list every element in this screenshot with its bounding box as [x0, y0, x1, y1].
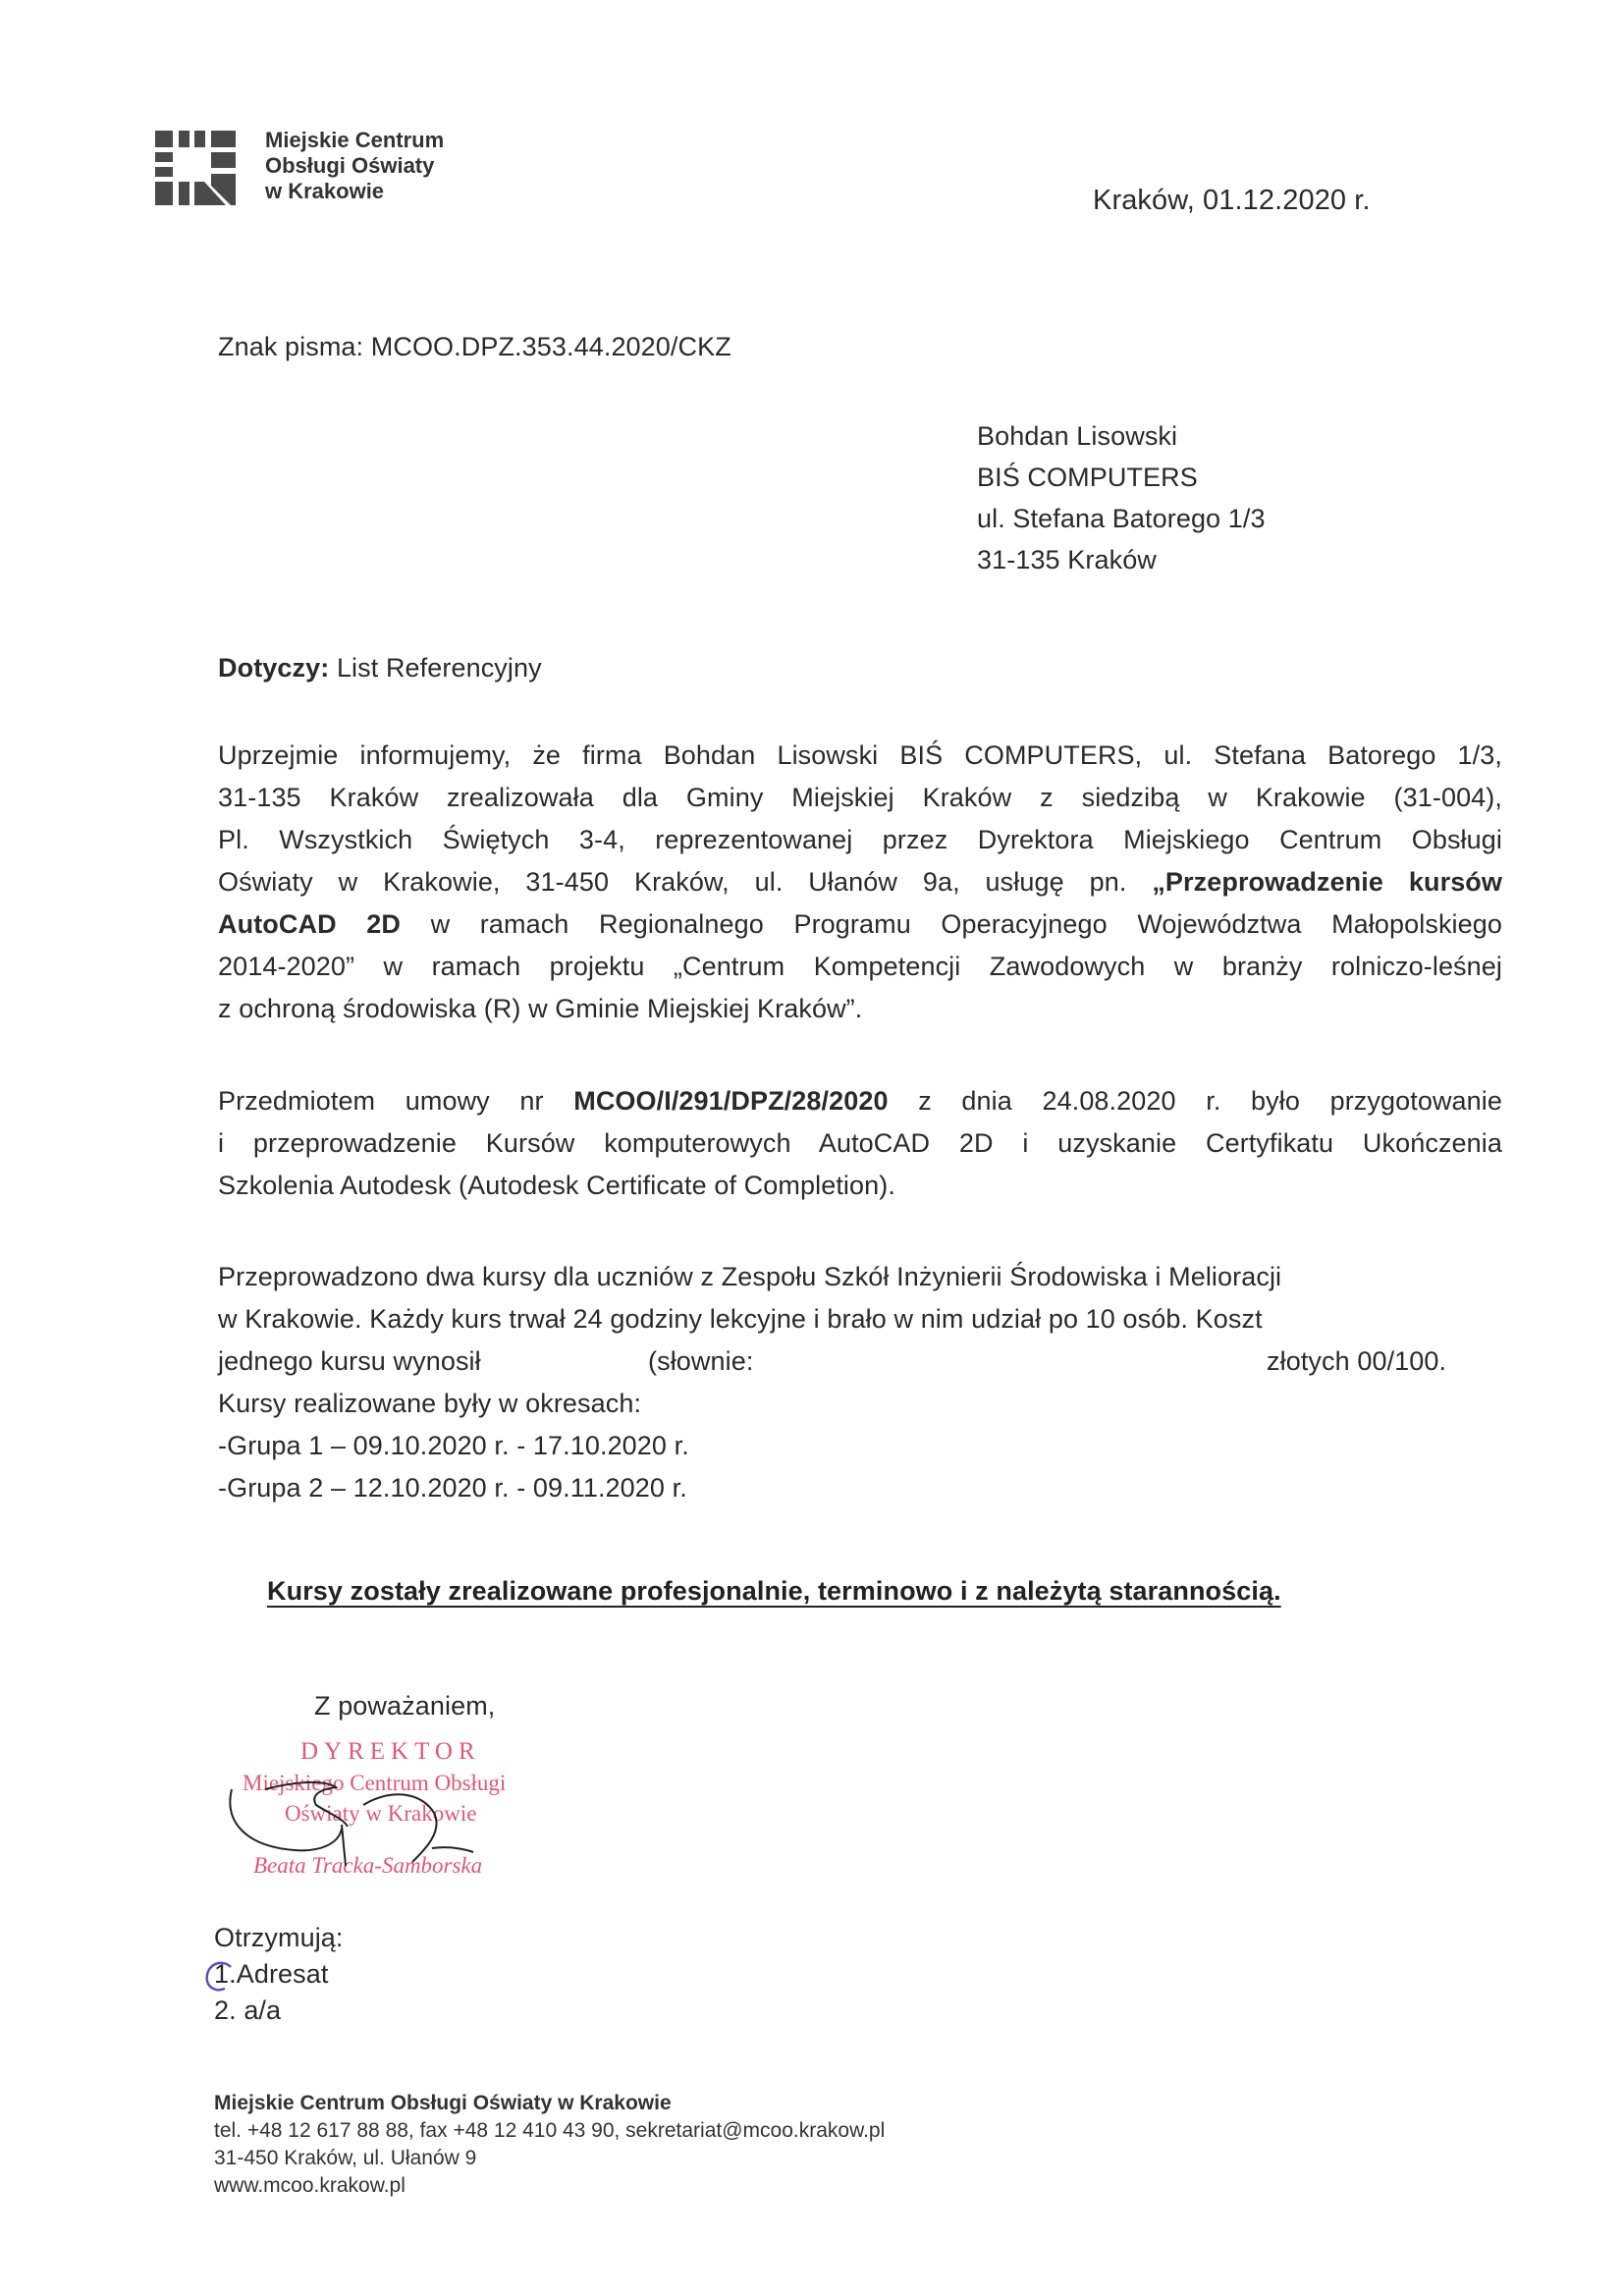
p1-text: w ramach Regionalnego Programu Operacyjnego Województwa Małopolskiego [401, 909, 1502, 939]
p3-line: Przeprowadzono dwa kursy dla uczniów z Zespołu Szkół Inżynierii Środowiska i Melioracji [218, 1262, 1282, 1291]
p2-line [218, 1084, 1502, 1118]
service-name-bold: AutoCAD 2D [218, 909, 401, 939]
conclusion: Kursy zostały zrealizowane profesjonalnie, terminowo i z należytą starannością. [267, 1576, 1281, 1606]
p2-line: Szkolenia Autodesk (Autodesk Certificate of Completion). [218, 1171, 895, 1200]
group-period: -Grupa 2 – 12.10.2020 r. - 09.11.2020 r. [218, 1473, 687, 1503]
org-name-line: Obsługi Oświaty [265, 153, 435, 178]
footer-website: www.mcoo.krakow.pl [214, 2174, 406, 2197]
subject-label: Dotyczy: [218, 653, 330, 683]
recipients-item: 1.Adresat [214, 1959, 329, 1989]
p1-line [218, 907, 1502, 941]
reference-label: Znak pisma: [218, 332, 364, 361]
p2-line: i przeprowadzenie Kursów komputerowych AutoCAD 2D i uzyskanie Certyfikatu Ukończenia [218, 1128, 1502, 1158]
place-date: Kraków, 01.12.2020 r. [1093, 185, 1371, 216]
p3-cost-currency: złotych 00/100. [1267, 1346, 1447, 1376]
mcoo-grid-logo-icon [155, 131, 236, 205]
contract-number: MCOO/I/291/DPZ/28/2020 [573, 1086, 889, 1116]
org-name-line: Miejskie Centrum [265, 128, 445, 152]
p3-cost-words-label: (słownie: [648, 1346, 754, 1376]
p1-line: 31-135 Kraków zrealizowała dla Gminy Miejskiej Kraków z siedzibą w Krakowie (31-004), [218, 783, 1502, 812]
closing: Z poważaniem, [314, 1691, 496, 1721]
recipients-label: Otrzymują: [214, 1923, 344, 1952]
footer-org: Miejskie Centrum Obsługi Oświaty w Krakowie [214, 2092, 672, 2114]
p1-line: Uprzejmie informujemy, że firma Bohdan Lisowski BIŚ COMPUTERS, ul. Stefana Batorego 1/3, [218, 740, 1502, 770]
recipients-item: 2. a/a [214, 1995, 282, 2025]
stamp-title: DYREKTOR [300, 1738, 481, 1765]
stamp-line: Oświaty w Krakowie [285, 1801, 477, 1826]
p2-text: z dnia 24.08.2020 r. było przygotowanie [888, 1086, 1503, 1116]
p1-line: Pl. Wszystkich Świętych 3-4, reprezentowanej przez Dyrektora Miejskiego Centrum Obsługi [218, 825, 1502, 854]
p1-line [218, 865, 1502, 899]
stamp-name: Beata Tracka-Samborska [253, 1853, 483, 1878]
group-period: -Grupa 1 – 09.10.2020 r. - 17.10.2020 r. [218, 1431, 689, 1460]
p1-line: 2014-2020” w ramach projektu „Centrum Kompetencji Zawodowych w branży rolniczo-leśnej [218, 952, 1502, 981]
subject-value: List Referencyjny [336, 653, 542, 683]
handwritten-circle-icon [201, 1957, 241, 1996]
p3-line: w Krakowie. Każdy kurs trwał 24 godziny lekcyjne i brało w nim udział po 10 osób. Koszt [218, 1304, 1263, 1334]
p3-line: Kursy realizowane były w okresach: [218, 1389, 642, 1418]
footer-address: 31-450 Kraków, ul. Ułanów 9 [214, 2147, 477, 2169]
recipient-address [977, 415, 1266, 580]
p2-text: Przedmiotem umowy nr [218, 1086, 574, 1116]
subject-line [218, 651, 542, 684]
p1-line: z ochroną środowiska (R) w Gminie Miejskiej Kraków”. [218, 994, 863, 1023]
org-name [265, 128, 444, 204]
recipient-line: Bohdan Lisowski [977, 421, 1178, 451]
recipient-line: ul. Stefana Batorego 1/3 [977, 504, 1266, 533]
p1-text: Oświaty w Krakowie, 31-450 Kraków, ul. Ułanów 9a, usługę pn. [218, 867, 1153, 897]
signature-icon [226, 1768, 481, 1876]
p3-cost-line: jednego kursu wynosił [218, 1346, 481, 1376]
stamp-line: Miejskiego Centrum Obsługi [243, 1771, 507, 1795]
service-name-bold: „Przeprowadzenie kursów [1152, 867, 1503, 897]
recipient-line: 31-135 Kraków [977, 545, 1157, 574]
recipient-line: BIŚ COMPUTERS [977, 463, 1198, 492]
footer [214, 2090, 885, 2200]
reference-value: MCOO.DPZ.353.44.2020/CKZ [370, 332, 731, 361]
reference-line [218, 330, 731, 363]
org-name-line: w Krakowie [265, 179, 385, 203]
footer-contact: tel. +48 12 617 88 88, fax +48 12 410 43 90, sekretariat@mcoo.krakow.pl [214, 2119, 886, 2142]
